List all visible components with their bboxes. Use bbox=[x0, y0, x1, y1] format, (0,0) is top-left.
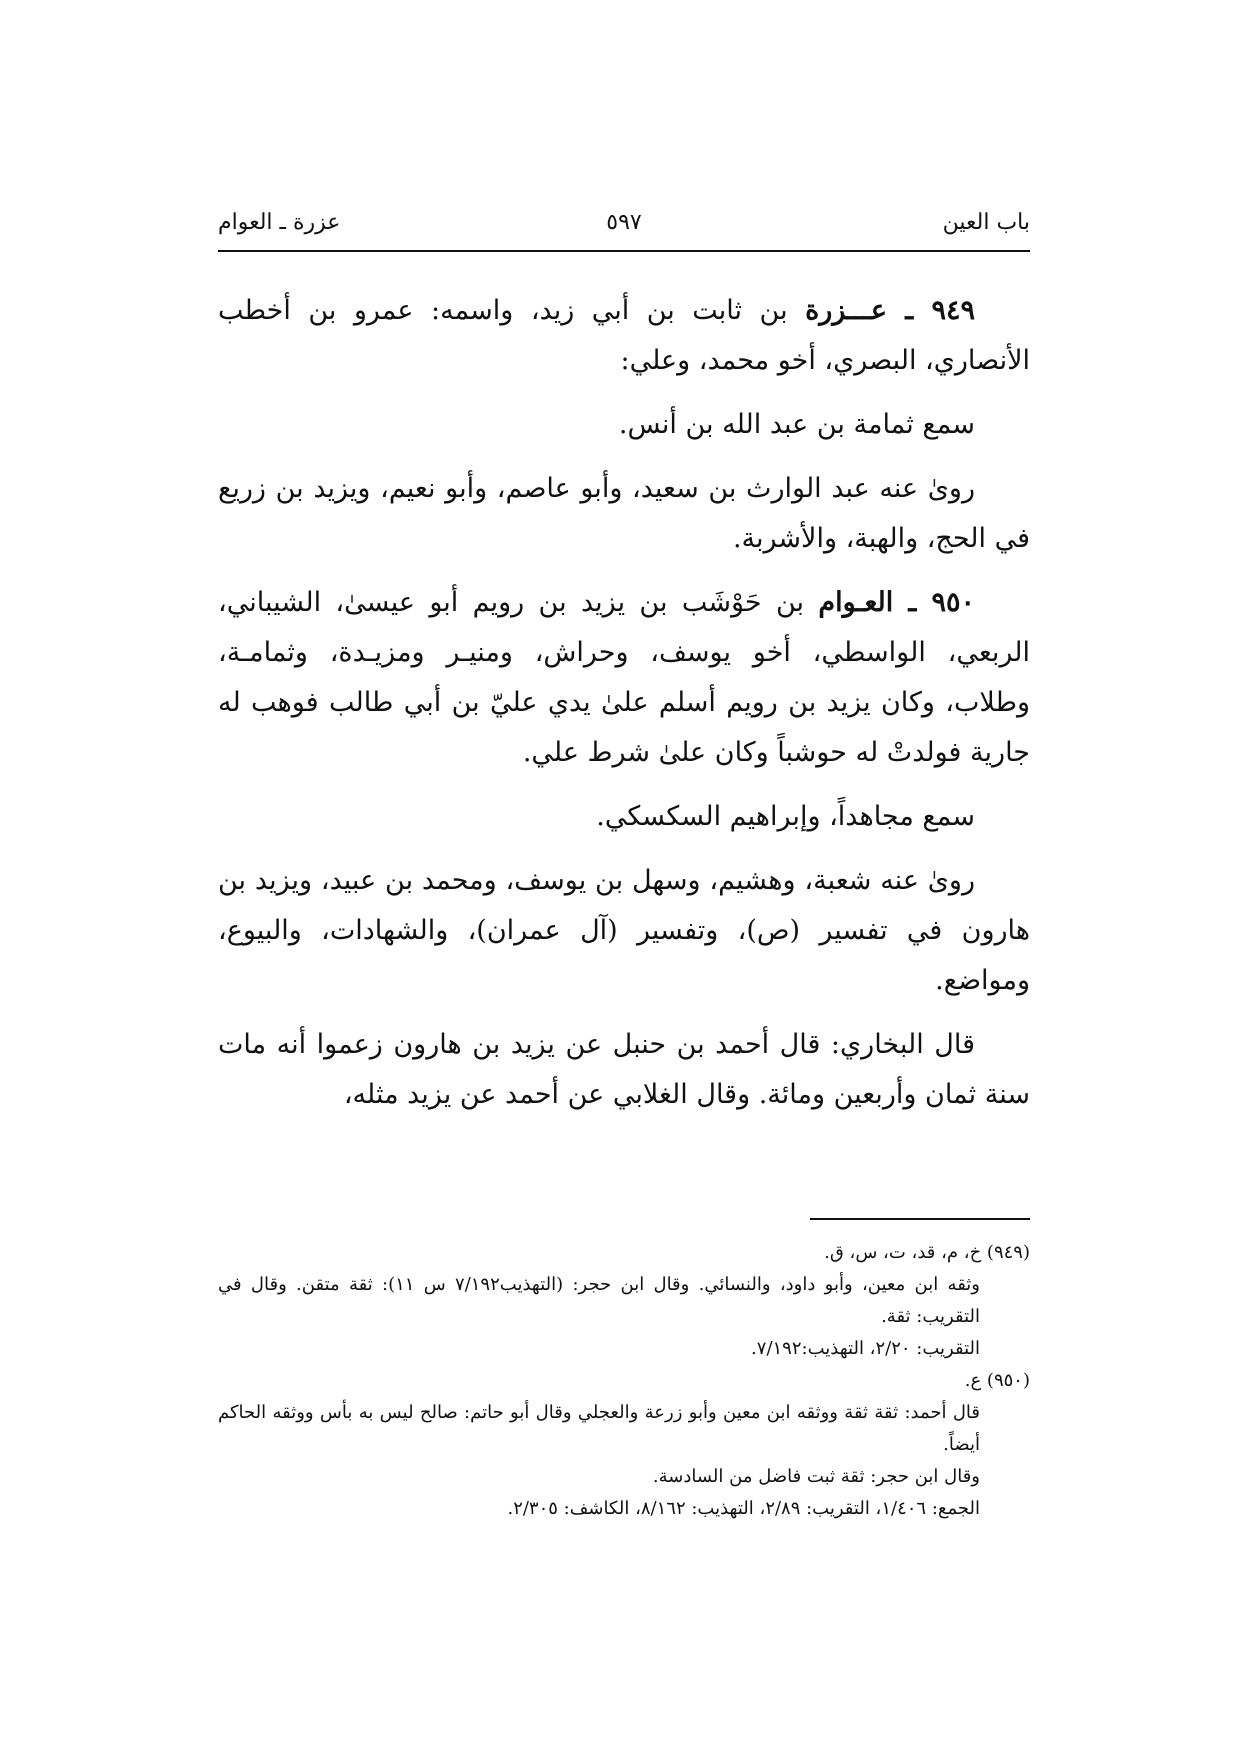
footnotes bbox=[218, 1237, 1030, 1525]
footnote-950-line: قال أحمد: ثقة ثقة ووثقه ابن معين وأبو زرعة والعجلي وقال أبو حاتم: صالح ليس به بأس ووثقه الحاكم أيضاً. bbox=[218, 1402, 980, 1455]
footnote-rule bbox=[810, 1218, 1030, 1220]
footnote-950-line: الجمع: ١/٤٠٦، التقريب: ٢/٨٩، التهذيب: ٨/١٦٢، الكاشف: ٢/٣٠٥. bbox=[507, 1498, 980, 1519]
footnote-950-line: وقال ابن حجر: ثقة ثبت فاضل من السادسة. bbox=[652, 1466, 980, 1487]
entries-range: عزرة ـ العوام bbox=[218, 210, 341, 235]
chapter-title: باب العين bbox=[942, 210, 1030, 235]
entry-950-text: بن حَوْشَب بن يزيد بن رويم أبو عيسىٰ، الشيباني، الربعي، الواسطي، أخو يوسف، وحراش، ومنيـر ومزيـدة، وثمامـة، وطلاب، وكان يزيد بن رويم أسلم علىٰ يدي عليّ بن أبي طالب فوهب له جارية فولدتْ له حوشباً وكان علىٰ شرط علي. bbox=[218, 587, 1031, 768]
entry-950-heading: ٩٥٠ ـ العـوام bbox=[818, 587, 975, 618]
entry-950-narrators: روىٰ عنه شعبة، وهشيم، وسهل بن يوسف، ومحمد بن عبيد، ويزيد بن هارون في تفسير (ص)، وتفسير (آل عمران)، والشهادات، والبيوع، ومواضع. bbox=[218, 865, 1030, 996]
footnote-949-line: وثقه ابن معين، وأبو داود، والنسائي. وقال ابن حجر: (التهذيب٧/١٩٢ س ١١): ثقة متقن. وقال في التقريب: ثقة. bbox=[218, 1274, 980, 1327]
entry-950-heard-from: سمع مجاهداً، وإبراهيم السكسكي. bbox=[596, 801, 975, 832]
entry-949-heading: ٩٤٩ ـ عـــزرة bbox=[805, 295, 975, 326]
footnote-949-line: التقريب: ٢/٢٠، التهذيب:٧/١٩٢. bbox=[751, 1338, 980, 1359]
entry-949-text: بن ثابت بن أبي زيد، واسمه: عمرو بن أخطب الأنصاري، البصري، أخو محمد، وعلي: bbox=[218, 295, 1030, 376]
page-number: ٥٩٧ bbox=[606, 210, 642, 235]
entry-949-paragraph bbox=[218, 286, 1030, 386]
entry-949-heard-from: سمع ثمامة بن عبد الله بن أنس. bbox=[618, 409, 975, 440]
footnote-950-label: (٩٥٠) ع. bbox=[964, 1370, 1030, 1391]
running-header bbox=[218, 210, 1030, 250]
footnote-949-label: (٩٤٩) خ، م، قد، ت، س، ق. bbox=[824, 1242, 1030, 1263]
header-rule bbox=[218, 250, 1030, 252]
entry-950-paragraph bbox=[218, 578, 1030, 778]
entry-950-bukhari-note: قال البخاري: قال أحمد بن حنبل عن يزيد بن هارون زعموا أنه مات سنة ثمان وأربعين ومائة. وقال الغلابي عن أحمد عن يزيد مثله، bbox=[218, 1029, 1030, 1110]
entry-949-narrators: روىٰ عنه عبد الوارث بن سعيد، وأبو عاصم، وأبو نعيم، ويزيد بن زريع في الحج، والهبة، والأشربة. bbox=[218, 473, 1030, 554]
main-text bbox=[218, 278, 1030, 1134]
